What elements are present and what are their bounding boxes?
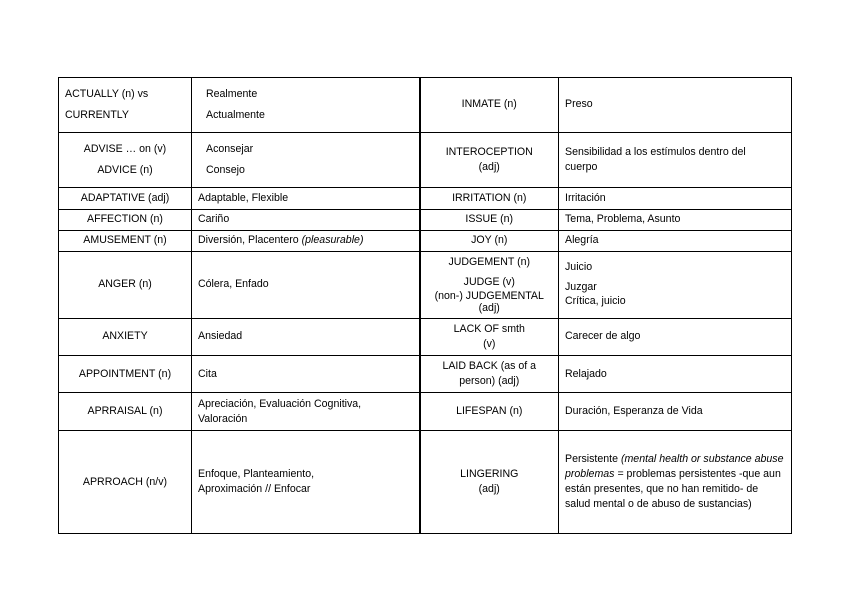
term2-line: JUDGE (v): [463, 276, 515, 289]
term2-cell: [420, 431, 559, 534]
meaning2-cell: [559, 133, 792, 188]
term-cell: APRRAISAL (n): [59, 393, 192, 431]
term-cell: AMUSEMENT (n): [59, 230, 192, 251]
table-row: [59, 209, 792, 230]
term2-line: (adj): [478, 483, 500, 496]
meaning-cell: [192, 230, 420, 251]
table-row: [59, 188, 792, 209]
meaning2-line: Juzgar: [565, 280, 597, 293]
meaning2-cell: Tema, Problema, Asunto: [559, 209, 792, 230]
meaning-cell: [192, 78, 420, 133]
meaning-cell: Cólera, Enfado: [192, 251, 420, 318]
term2-cell: [420, 356, 559, 393]
meaning2-italic: (mental health or substance abuse problemas =: [565, 453, 784, 481]
meaning2-cell: Duración, Esperanza de Vida: [559, 393, 792, 431]
term-line: ADVISE … on (v): [83, 142, 167, 155]
meaning2-line: cuerpo: [565, 161, 598, 174]
meaning2-line: Crítica, juicio: [565, 294, 626, 307]
term2-line: (adj): [478, 301, 500, 314]
meaning2-cell: [559, 251, 792, 318]
term2-line: LACK OF smth: [453, 322, 525, 335]
term-cell: ANGER (n): [59, 251, 192, 318]
meaning2-cell: Carecer de algo: [559, 318, 792, 355]
term-cell: [59, 133, 192, 188]
meaning-line: Actualmente: [206, 109, 265, 122]
meaning2-text: Preso: [565, 98, 593, 111]
meaning-cell: Cariño: [192, 209, 420, 230]
term2-line: JUDGEMENT (n): [448, 256, 531, 269]
term2-line: (adj): [478, 161, 500, 174]
term2-cell: ISSUE (n): [420, 209, 559, 230]
term2-text: INMATE (n): [461, 98, 517, 111]
table-row: [59, 251, 792, 318]
term2-cell: [420, 133, 559, 188]
term-cell: AFFECTION (n): [59, 209, 192, 230]
meaning2-cell: [559, 431, 792, 534]
meaning-line: Valoración: [198, 412, 248, 425]
term-cell: ADAPTATIVE (adj): [59, 188, 192, 209]
term2-cell: [420, 78, 559, 133]
vocabulary-table: [58, 77, 792, 534]
table-row: [59, 318, 792, 355]
meaning-line: Aproximación // Enfocar: [198, 483, 311, 496]
term2-cell: [420, 251, 559, 318]
meaning-line: Aconsejar: [206, 142, 254, 155]
term2-line: LINGERING: [460, 467, 519, 480]
term2-line: INTEROCEPTION: [445, 145, 533, 158]
term2-line: person) (adj): [459, 375, 520, 388]
meaning-note: (pleasurable): [301, 233, 364, 246]
term2-cell: [420, 318, 559, 355]
meaning-cell: [192, 133, 420, 188]
term-cell: APRROACH (n/v): [59, 431, 192, 534]
term2-line: (non-) JUDGEMENTAL: [434, 289, 544, 302]
meaning2-cell: Relajado: [559, 356, 792, 393]
meaning2-line: Juicio: [565, 261, 593, 274]
term-cell: [59, 78, 192, 133]
term-line: ACTUALLY (n) vs: [65, 87, 149, 100]
meaning-text: Diversión, Placentero: [198, 233, 299, 246]
term-line: CURRENTLY: [65, 109, 129, 122]
meaning2-cell: Alegría: [559, 230, 792, 251]
meaning-line: Consejo: [206, 164, 245, 177]
table-row: [59, 133, 792, 188]
meaning-cell: Adaptable, Flexible: [192, 188, 420, 209]
term2-cell: JOY (n): [420, 230, 559, 251]
term2-cell: LIFESPAN (n): [420, 393, 559, 431]
table-row: [59, 230, 792, 251]
meaning-cell: [192, 431, 420, 534]
term2-line: (v): [483, 338, 496, 351]
term2-cell: IRRITATION (n): [420, 188, 559, 209]
table-row: [59, 356, 792, 393]
meaning2-rest: problemas persistentes -que aun están presentes, que no han remitido- de salud mental o de abuso de sustancias): [565, 468, 781, 511]
meaning-line: Apreciación, Evaluación Cognitiva,: [198, 397, 362, 410]
meaning-cell: [192, 393, 420, 431]
meaning2-cell: [559, 78, 792, 133]
table-row: [59, 78, 792, 133]
meaning-line: Enfoque, Planteamiento,: [198, 467, 315, 480]
term-line: ADVICE (n): [97, 164, 153, 177]
table-row: [59, 393, 792, 431]
meaning-cell: Cita: [192, 356, 420, 393]
meaning-line: Realmente: [206, 87, 258, 100]
meaning-cell: Ansiedad: [192, 318, 420, 355]
term2-line: LAID BACK (as of a: [442, 359, 537, 372]
meaning2-cell: Irritación: [559, 188, 792, 209]
term-cell: ANXIETY: [59, 318, 192, 355]
table-row: [59, 431, 792, 534]
term-cell: APPOINTMENT (n): [59, 356, 192, 393]
meaning2-line: Sensibilidad a los estímulos dentro del: [565, 145, 746, 158]
meaning2-start: Persistente: [565, 453, 618, 466]
